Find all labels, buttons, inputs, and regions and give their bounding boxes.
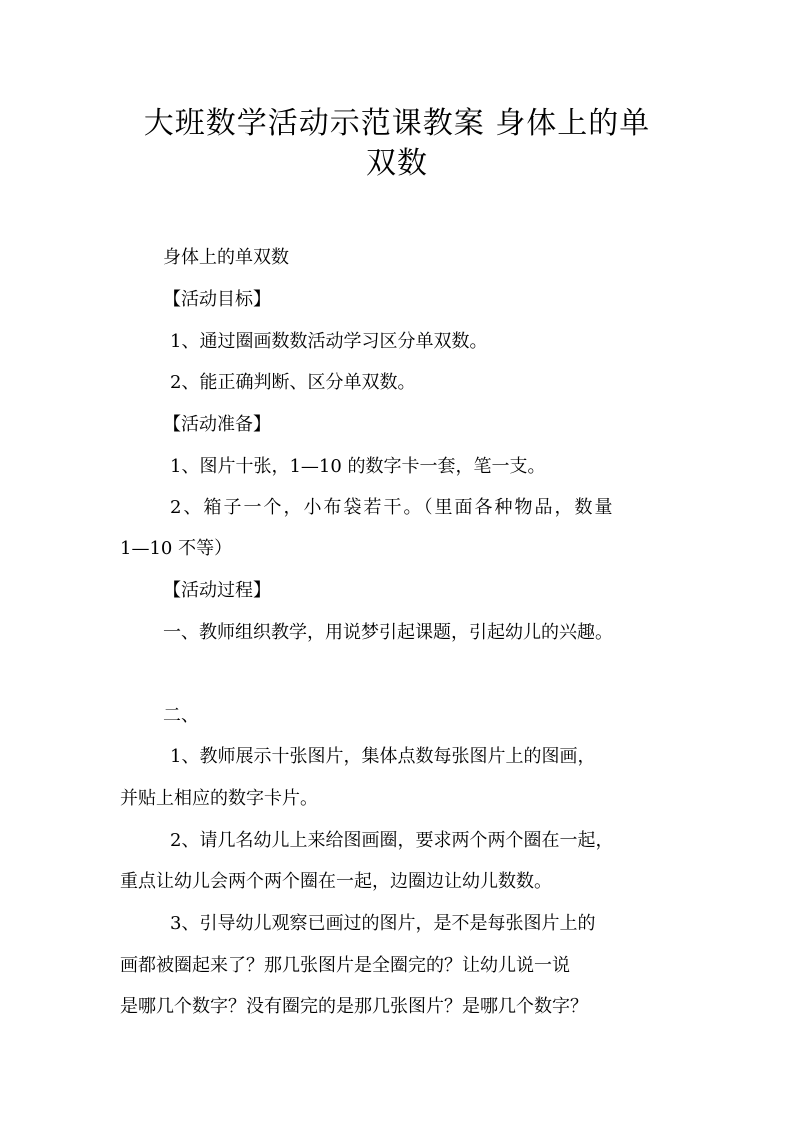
goal-item-1: 1、通过圈画数数活动学习区分单双数。: [170, 331, 488, 352]
process-step-2-item-3: 3、引导幼儿观察已画过的图片，是不是每张图片上的: [170, 913, 596, 934]
heading-activity-process: 【活动过程】: [163, 580, 271, 601]
heading-activity-preparation: 【活动准备】: [163, 414, 271, 435]
preparation-item-1: 1、图片十张，1—10 的数字卡一套，笔一支。: [170, 456, 546, 477]
section-subtitle: 身体上的单双数: [163, 247, 289, 268]
process-step-1: 一、教师组织教学，用说梦引起课题，引起幼儿的兴趣。: [163, 622, 613, 643]
process-step-2-item-1-continued: 并贴上相应的数字卡片。: [120, 788, 318, 809]
preparation-item-2-continued: 1—10 不等）: [120, 538, 233, 559]
process-step-2-item-3-continued-1: 画都被圈起来了？那几张图片是全圈完的？让幼儿说一说: [120, 955, 570, 976]
process-step-2: 二、: [163, 705, 199, 726]
preparation-item-2: 2、箱子一个，小布袋若干。（里面各种物品，数量: [170, 497, 615, 518]
document-title-line-2: 双数: [366, 146, 428, 181]
heading-activity-goals: 【活动目标】: [163, 289, 271, 310]
process-step-2-item-1: 1、教师展示十张图片，集体点数每张图片上的图画，: [170, 746, 596, 767]
goal-item-2: 2、能正确判断、区分单双数。: [170, 372, 416, 393]
document-title-line-1: 大班数学活动示范课教案 身体上的单: [143, 106, 651, 141]
process-step-2-item-3-continued-2: 是哪几个数字？没有圈完的是那几张图片？是哪几个数字？: [120, 996, 588, 1017]
process-step-2-item-2-continued: 重点让幼儿会两个两个圈在一起，边圈边让幼儿数数。: [120, 871, 552, 892]
process-step-2-item-2: 2、请几名幼儿上来给图画圈，要求两个两个圈在一起，: [170, 830, 614, 851]
